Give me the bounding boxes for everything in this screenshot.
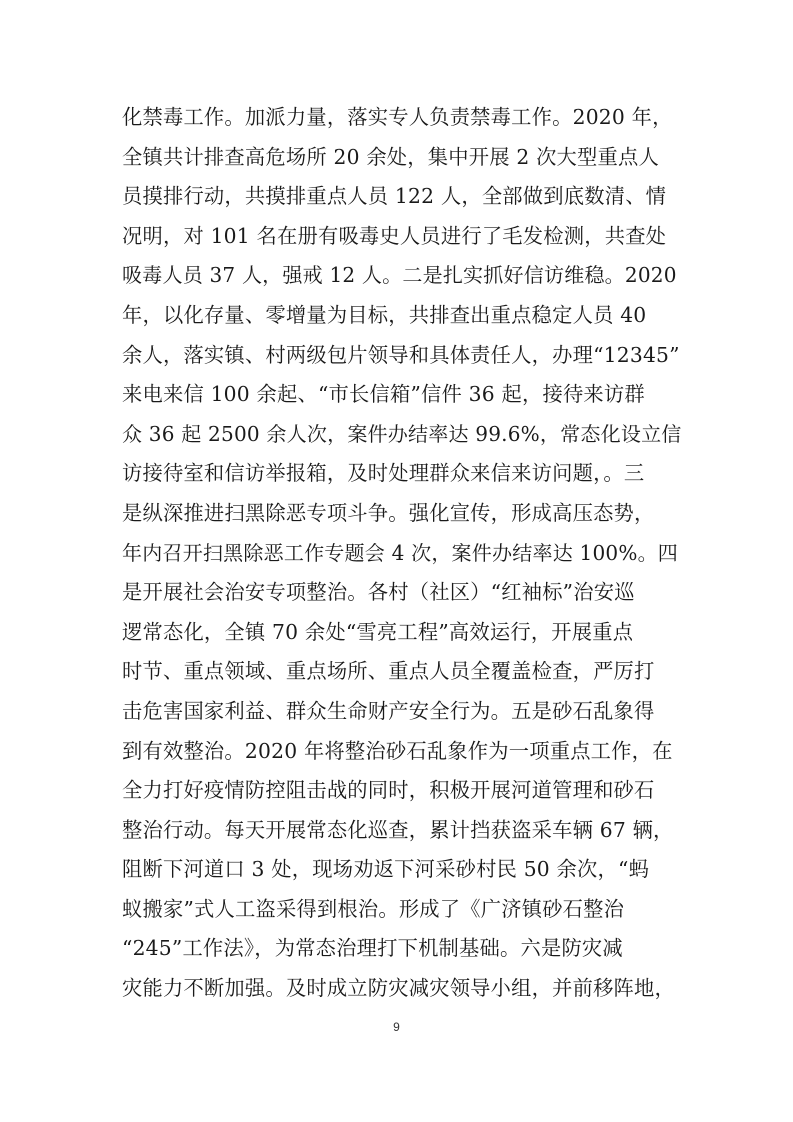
text-line: 吸毒人员 37 人，强戒 12 人。二是扎实抓好信访维稳。2020 [122,263,677,288]
text-line: 蚁搬家”式人工盗采得到根治。形成了《广济镇砂石整治 [122,896,625,921]
text-line: 逻常态化，全镇 70 余处“雪亮工程”高效运行，开展重点 [122,619,634,644]
text-line: 余人，落实镇、村两级包片领导和具体责任人，办理“12345” [122,342,680,367]
body-text [122,98,682,1009]
text-line: 整治行动。每天开展常态化巡查，累计挡获盗采车辆 67 辆， [122,817,674,842]
text-line: 来电来信 100 余起、“市长信箱”信件 36 起，接待来访群 [122,382,645,407]
text-line: 全力打好疫情防控阻击战的同时，积极开展河道管理和砂石 [122,778,655,803]
text-line: “245”工作法》，为常态治理打下机制基础。六是防灾减 [122,936,623,961]
text-line: 是开展社会治安专项整治。各村（社区）“红袖标”治安巡 [122,580,635,605]
text-line: 众 36 起 2500 余人次，案件办结率达 99.6%，常态化设立信 [122,421,682,446]
text-line: 阻断下河道口 3 处，现场劝返下河采砂村民 50 余次，“蚂 [122,857,650,882]
text-line: 击危害国家利益、群众生命财产安全行为。五是砂石乱象得 [122,698,655,723]
text-line: 况明，对 101 名在册有吸毒史人员进行了毛发检测，共查处 [122,223,667,248]
text-line: 时节、重点领域、重点场所、重点人员全覆盖检查，严厉打 [122,659,655,684]
text-line: 全镇共计排查高危场所 20 余处，集中开展 2 次大型重点人 [122,144,659,169]
text-line: 是纵深推进扫黑除恶专项斗争。强化宣传，形成高压态势， [122,500,655,525]
text-line: 年，以化存量、零增量为目标，共排查出重点稳定人员 40 [122,302,647,327]
text-line: 灾能力不断加强。及时成立防灾减灾领导小组，并前移阵地， [122,976,675,1001]
text-line: 到有效整治。2020 年将整治砂石乱象作为一项重点工作，在 [122,738,673,763]
text-line: 访接待室和信访举报箱，及时处理群众来信来访问题，。三 [122,461,645,486]
text-line: 员摸排行动，共摸排重点人员 122 人，全部做到底数清、情 [122,184,667,209]
text-line: 年内召开扫黑除恶工作专题会 4 次，案件办结率达 100%。四 [122,540,679,565]
text-line: 化禁毒工作。加派力量，落实专人负责禁毒工作。2020 年， [122,105,673,129]
page-number: 9 [393,1020,400,1034]
